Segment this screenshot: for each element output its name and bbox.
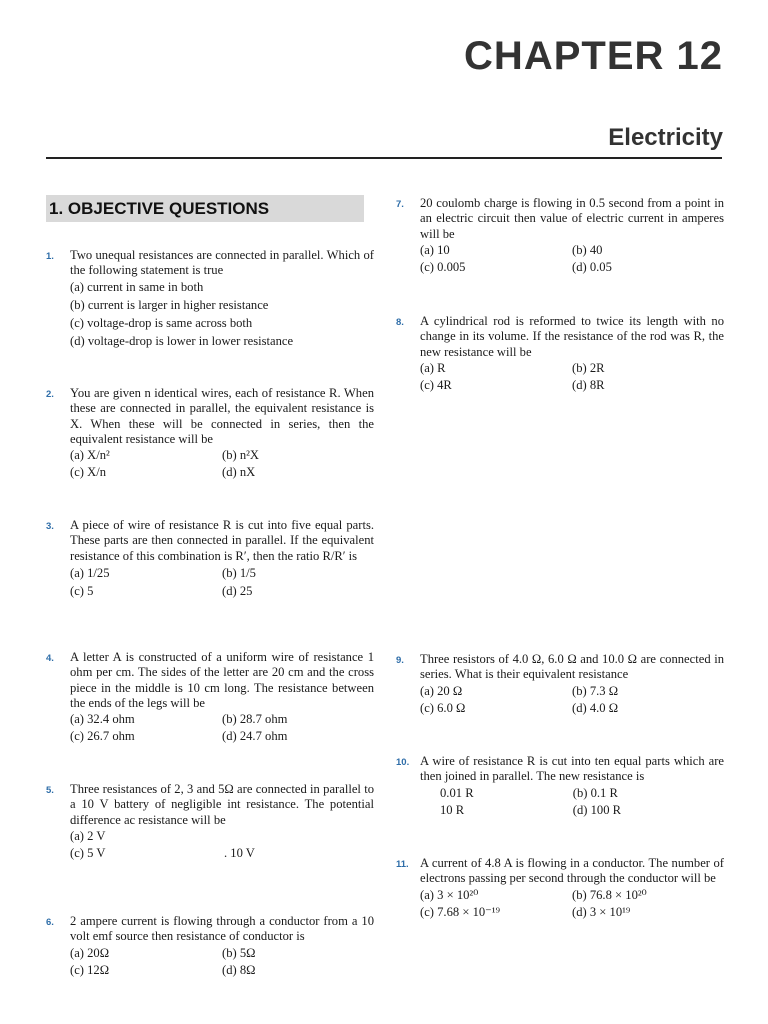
option-b: (b) 2R [572,360,605,375]
question-number: 10. [396,757,410,768]
question-1 [46,248,374,350]
question-2 [46,386,374,481]
question-text: A current of 4.8 A is flowing in a conductor. The number of electrons passing per second through the conductor will be [420,856,724,886]
question-text: A letter A is constructed of a uniform wire of resistance 1 ohm per cm. The sides of the letter are 20 cm and the cross piece in the middle is 10 cm long. The resistance between the ends of the legs will be [70,650,374,710]
option-a: (a) 20 Ω [420,683,463,698]
option-b: (b) current is larger in higher resistance [70,297,269,312]
question-7 [396,196,724,275]
question-text: You are given n identical wires, each of resistance R. When these are connected in parallel, the equivalent resistance is X. When these will be connected in series, then the equivalent resistance will be [70,386,374,446]
question-number: 1. [46,251,54,262]
option-b: (b) 40 [572,242,603,257]
option-c: (c) voltage-drop is same across both [70,316,253,331]
option-c: (c) 5 [70,584,94,599]
option-d: . 10 V [224,846,255,861]
option-c: (c) 4R [420,378,452,393]
option-d: (d) 3 × 10¹⁹ [572,904,631,919]
option-c: (c) 5 V [70,846,106,861]
option-d: (d) 100 R [572,802,622,817]
option-b: (b) n²X [222,448,260,463]
option-a: 0.01 R [440,785,474,800]
option-a: (a) 2 V [70,828,106,843]
question-text: Three resistances of 2, 3 and 5Ω are connected in parallel to a 10 V battery of negligible int resistance. The potential difference ac resistance will be [70,782,374,827]
header-divider [46,157,722,159]
option-a: (a) 3 × 10²⁰ [420,887,479,902]
question-5 [46,782,374,861]
question-number: 4. [46,653,54,664]
option-d: (d) nX [222,465,256,480]
question-text: 2 ampere current is flowing through a conductor from a 10 volt emf source then resistance of conductor is [70,914,374,944]
option-a: (a) current in same in both [70,279,204,294]
option-a: (a) 32.4 ohm [70,712,135,727]
question-6 [46,914,374,978]
option-a: (a) 10 [420,242,450,257]
question-text: Three resistors of 4.0 Ω, 6.0 Ω and 10.0 Ω are connected in series. What is their equivalent resistance [420,652,724,682]
option-a: (a) 20Ω [70,945,110,960]
chapter-title: CHAPTER 12 [464,34,723,78]
option-c: (c) 0.005 [420,260,466,275]
question-number: 7. [396,199,404,210]
question-3 [46,518,374,599]
section-heading-label: 1. OBJECTIVE QUESTIONS [49,199,270,218]
question-text: Two unequal resistances are connected in parallel. Which of the following statement is true [70,248,374,278]
option-a: (a) X/n² [70,448,110,463]
option-b: (b) 5Ω [222,945,256,960]
section-heading [46,195,364,222]
option-b: (b) 76.8 × 10²⁰ [572,887,647,902]
question-10 [396,754,724,818]
question-9 [396,652,724,716]
option-c: (c) 26.7 ohm [70,729,135,744]
option-c: (c) 12Ω [70,962,110,977]
question-text: A cylindrical rod is reformed to twice its length with no change in its volume. If the resistance of the rod was R, the new resistance will be [420,314,724,359]
option-b: (b) 0.1 R [572,785,618,800]
question-number: 8. [396,317,404,328]
option-d: (d) 25 [222,584,253,599]
question-text: A wire of resistance R is cut into ten equal parts which are then joined in parallel. The new resistance is [420,754,724,784]
question-8 [396,314,724,393]
option-b: (b) 28.7 ohm [222,712,288,727]
option-c: (c) 6.0 Ω [420,700,466,715]
option-b: (b) 7.3 Ω [572,683,619,698]
option-a: (a) R [420,360,446,375]
option-c: (c) X/n [70,465,107,480]
question-number: 6. [46,917,54,928]
question-number: 11. [396,859,409,870]
question-11 [396,856,724,920]
option-d: (d) 4.0 Ω [572,700,619,715]
option-c: 10 R [440,802,465,817]
subject-title: Electricity [608,124,723,151]
question-number: 2. [46,389,54,400]
option-c: (c) 7.68 × 10⁻¹⁹ [420,904,500,919]
option-b: (b) 1/5 [222,565,256,580]
question-number: 9. [396,655,404,666]
question-text: 20 coulomb charge is flowing in 0.5 second from a point in an electric circuit then value of electric current in amperes will be [420,196,724,241]
question-number: 5. [46,785,54,796]
option-a: (a) 1/25 [70,565,110,580]
option-d: (d) 0.05 [572,260,612,275]
question-4 [46,650,374,745]
question-number: 3. [46,521,54,532]
option-d: (d) 8Ω [222,962,256,977]
option-d: (d) 24.7 ohm [222,729,288,744]
option-d: (d) 8R [572,378,605,393]
option-d: (d) voltage-drop is lower in lower resistance [70,334,294,349]
question-text: A piece of wire of resistance R is cut into five equal parts. These parts are then connected in parallel. If the equivalent resistance of this combination is R′, then the ratio R/R′ is [70,518,374,563]
